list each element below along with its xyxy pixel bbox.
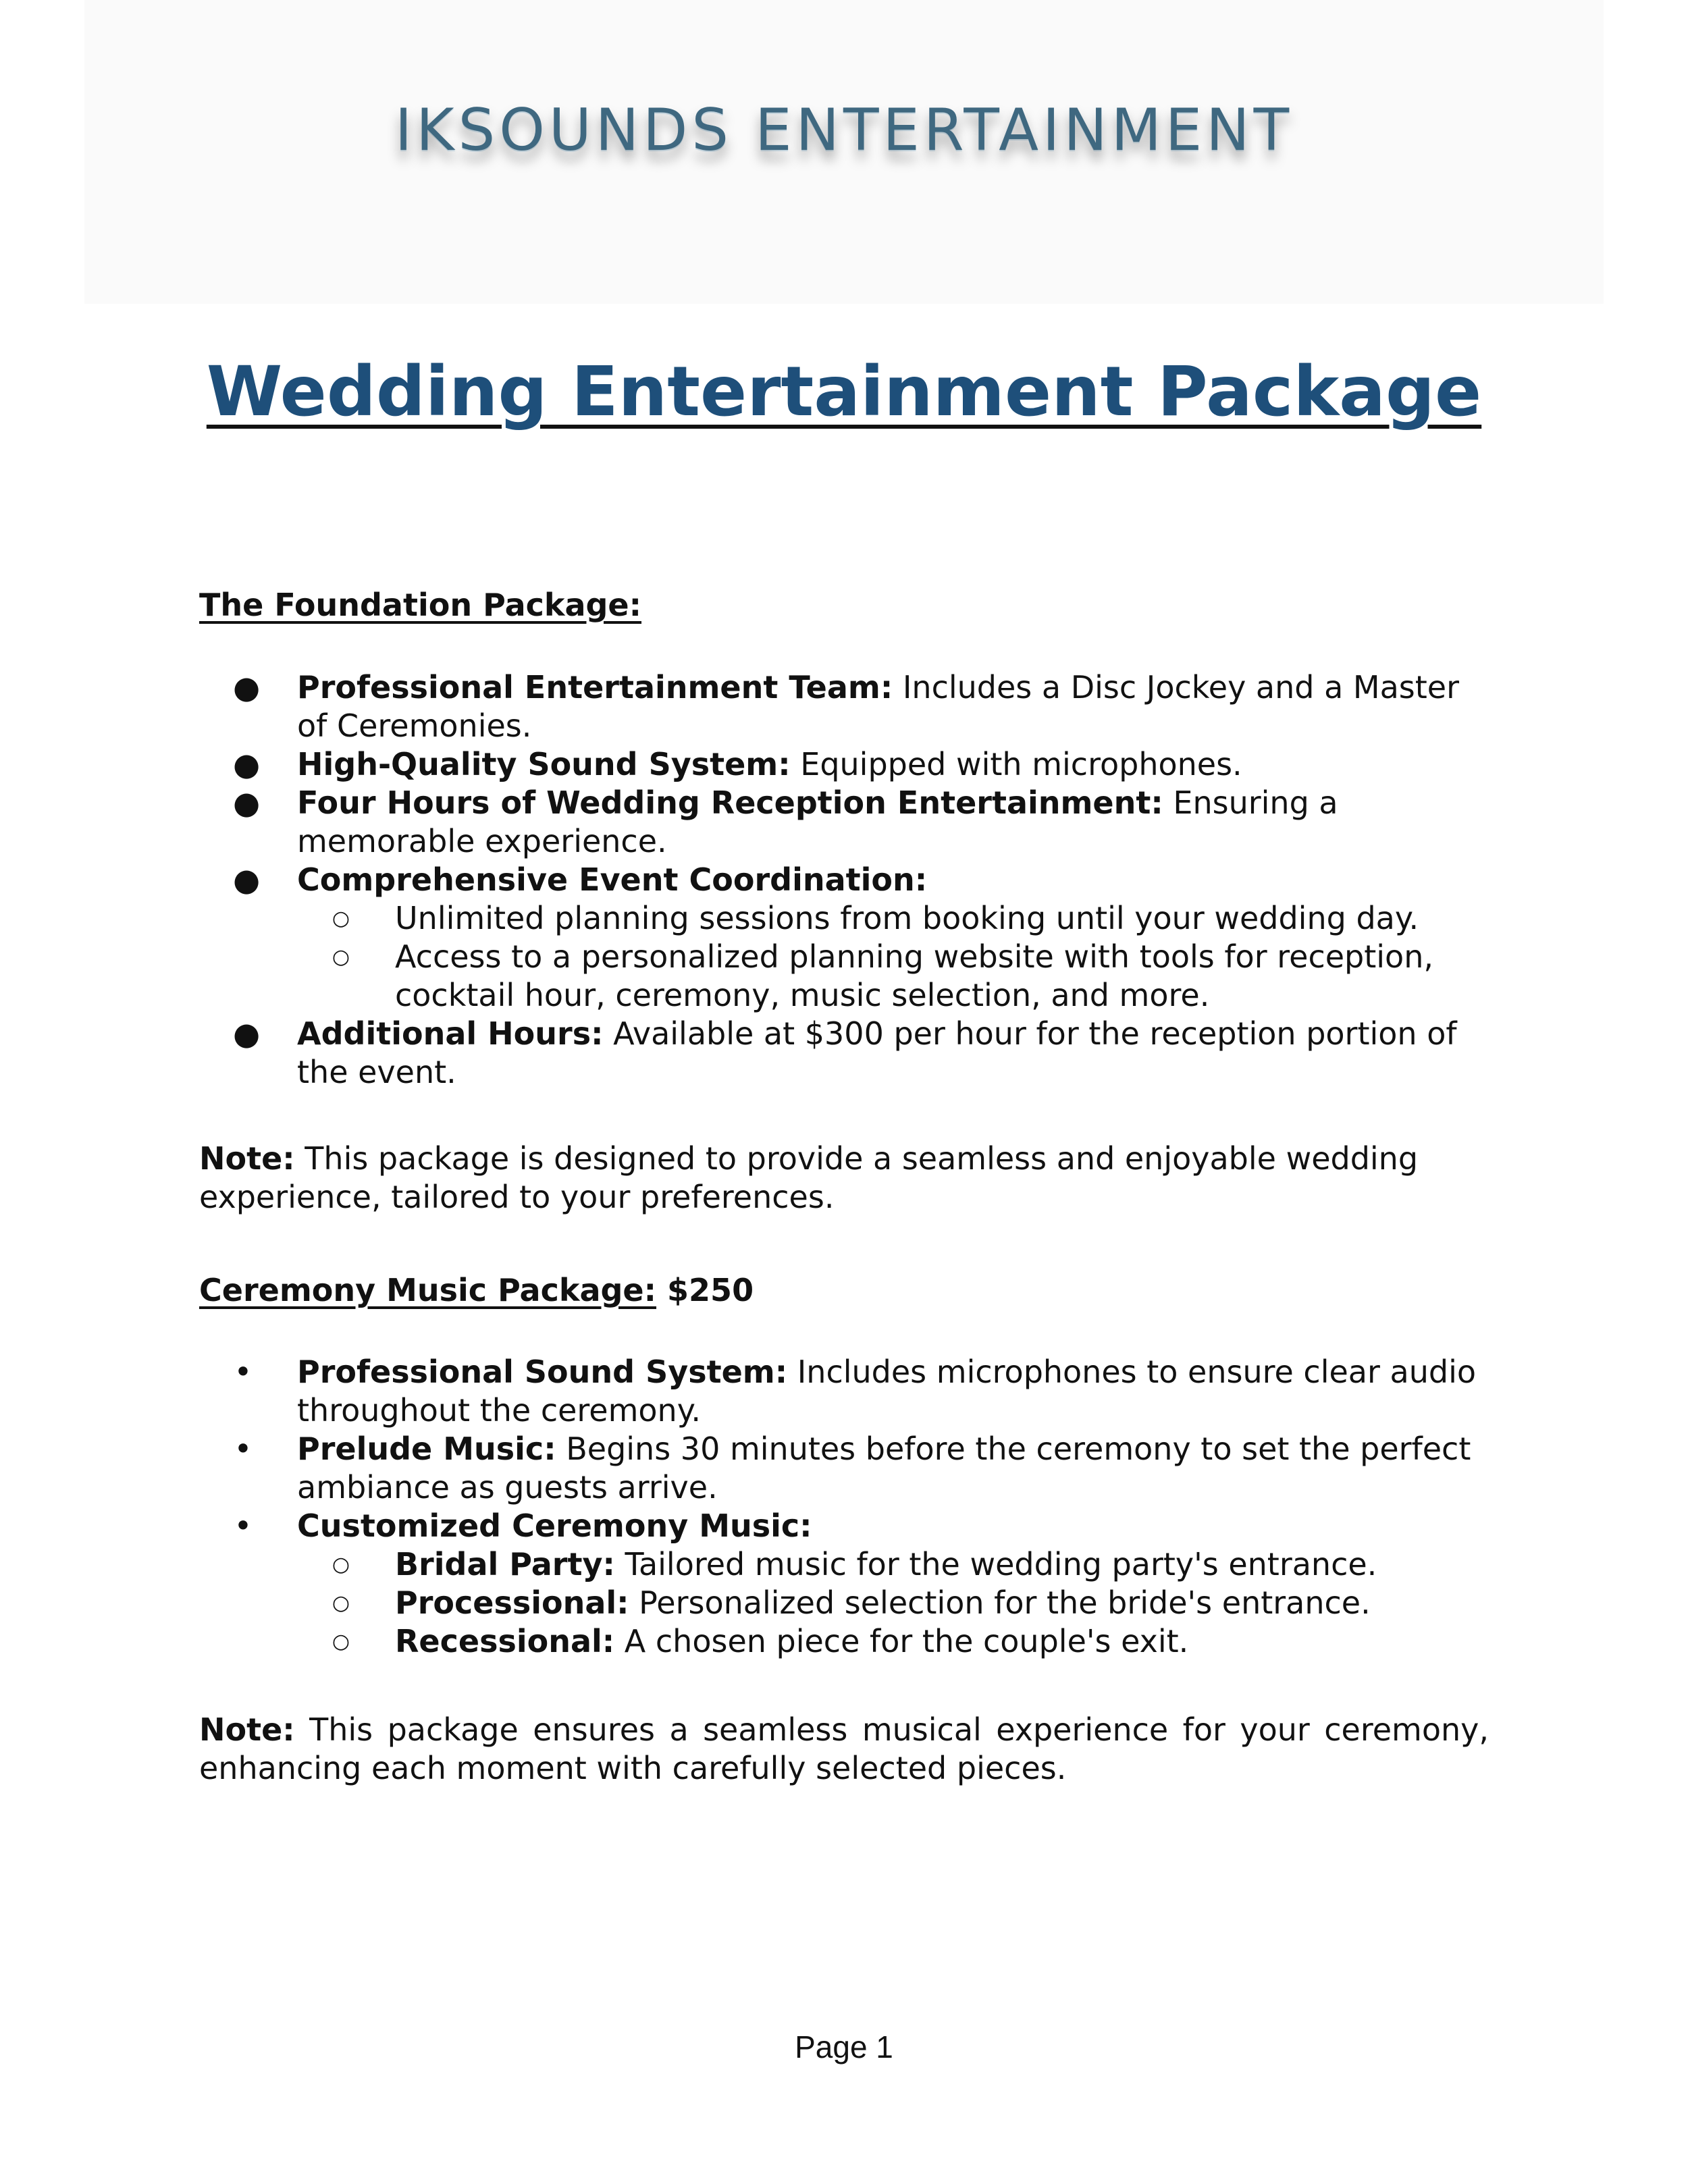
foundation-section: [199, 586, 1489, 624]
bullet-icon: ●: [233, 861, 261, 898]
sub-item-term: Bridal Party:: [395, 1546, 615, 1582]
sub-item-text: Personalized selection for the bride's entrance.: [629, 1584, 1371, 1621]
sub-list-item: [297, 1584, 1489, 1622]
item-term: Prelude Music:: [297, 1431, 556, 1467]
item-text: Available at $300 per hour for the reception portion of the event.: [297, 1015, 1457, 1090]
circle-bullet-icon: ○: [332, 1553, 350, 1576]
note-label: Note:: [199, 1711, 295, 1748]
item-term: Customized Ceremony Music:: [297, 1508, 812, 1544]
foundation-list: [199, 668, 1489, 1092]
circle-bullet-icon: ○: [332, 1591, 350, 1615]
bullet-icon: •: [234, 1508, 253, 1544]
ceremony-note: [199, 1711, 1489, 1788]
item-text: Begins 30 minutes before the ceremony to set the perfect ambiance as guests arrive.: [297, 1431, 1471, 1506]
note-label: Note:: [199, 1140, 295, 1177]
bullet-icon: ●: [233, 746, 261, 782]
list-item: [199, 1353, 1489, 1430]
foundation-list-wrapper: [199, 668, 1489, 1092]
item-term: Additional Hours:: [297, 1015, 604, 1052]
ceremony-list: [199, 1353, 1489, 1661]
list-item: [199, 668, 1489, 745]
list-item: [199, 861, 1489, 1015]
list-item: [199, 1507, 1489, 1661]
item-term: Professional Sound System:: [297, 1354, 788, 1390]
bullet-icon: •: [234, 1431, 253, 1467]
sub-list-item: [297, 899, 1489, 938]
foundation-heading: [199, 586, 1489, 624]
note-text: This package is designed to provide a seamless and enjoyable wedding experience, tailored to your preferences.: [199, 1140, 1419, 1215]
ceremony-heading-text: Ceremony Music Package:: [199, 1272, 657, 1308]
item-term: Four Hours of Wedding Reception Entertainment:: [297, 784, 1163, 821]
ceremony-price: $250: [656, 1272, 754, 1308]
sub-list-item: [297, 1622, 1489, 1661]
ceremony-note-wrapper: [199, 1711, 1489, 1788]
sub-item-term: Recessional:: [395, 1623, 615, 1659]
list-item: [199, 745, 1489, 784]
sub-list-item: [297, 1545, 1489, 1584]
ceremony-list-wrapper: [199, 1353, 1489, 1661]
page-number: Page 1: [795, 2029, 893, 2065]
sub-item-text: A chosen piece for the couple's exit.: [614, 1623, 1189, 1659]
ceremony-section: [199, 1271, 1489, 1310]
item-term: High-Quality Sound System:: [297, 746, 791, 782]
item-text: Includes a Disc Jockey and a Master of Ceremonies.: [297, 669, 1459, 744]
company-logo: IKSOUNDS ENTERTAINMENT: [394, 97, 1294, 164]
circle-bullet-icon: ○: [332, 1630, 350, 1653]
item-term: Comprehensive Event Coordination:: [297, 861, 928, 898]
sub-item-text: Unlimited planning sessions from booking until your wedding day.: [395, 900, 1419, 936]
bullet-icon: ●: [233, 669, 261, 705]
list-item: [199, 1430, 1489, 1507]
bullet-icon: ●: [233, 784, 261, 821]
page-title-text: Wedding Entertainment Package: [206, 352, 1482, 432]
item-term: Professional Entertainment Team:: [297, 669, 893, 705]
list-item: [199, 784, 1489, 861]
sub-item-text: Access to a personalized planning website with tools for reception, cocktail hour, ceremony, music selection, and more.: [395, 938, 1433, 1013]
coordination-sub-list: [297, 899, 1489, 1015]
bullet-icon: •: [234, 1354, 253, 1390]
sub-item-term: Processional:: [395, 1584, 629, 1621]
circle-bullet-icon: ○: [332, 907, 350, 930]
circle-bullet-icon: ○: [332, 945, 350, 969]
bullet-icon: ●: [233, 1015, 261, 1052]
page-title: [0, 351, 1688, 433]
item-text: Includes microphones to ensure clear audio throughout the ceremony.: [297, 1354, 1476, 1429]
foundation-note-wrapper: [199, 1140, 1489, 1217]
sub-item-text: Tailored music for the wedding party's entrance.: [614, 1546, 1377, 1582]
ceremony-music-sub-list: [297, 1545, 1489, 1661]
ceremony-heading: [199, 1271, 1489, 1310]
foundation-note: [199, 1140, 1489, 1217]
item-text: Equipped with microphones.: [790, 746, 1242, 782]
note-text: This package ensures a seamless musical experience for your ceremony, enhancing each moment with carefully selected pieces.: [199, 1711, 1489, 1786]
item-text: Ensuring a memorable experience.: [297, 784, 1338, 859]
foundation-heading-text: The Foundation Package:: [199, 587, 642, 623]
sub-list-item: [297, 938, 1489, 1015]
list-item: [199, 1015, 1489, 1092]
